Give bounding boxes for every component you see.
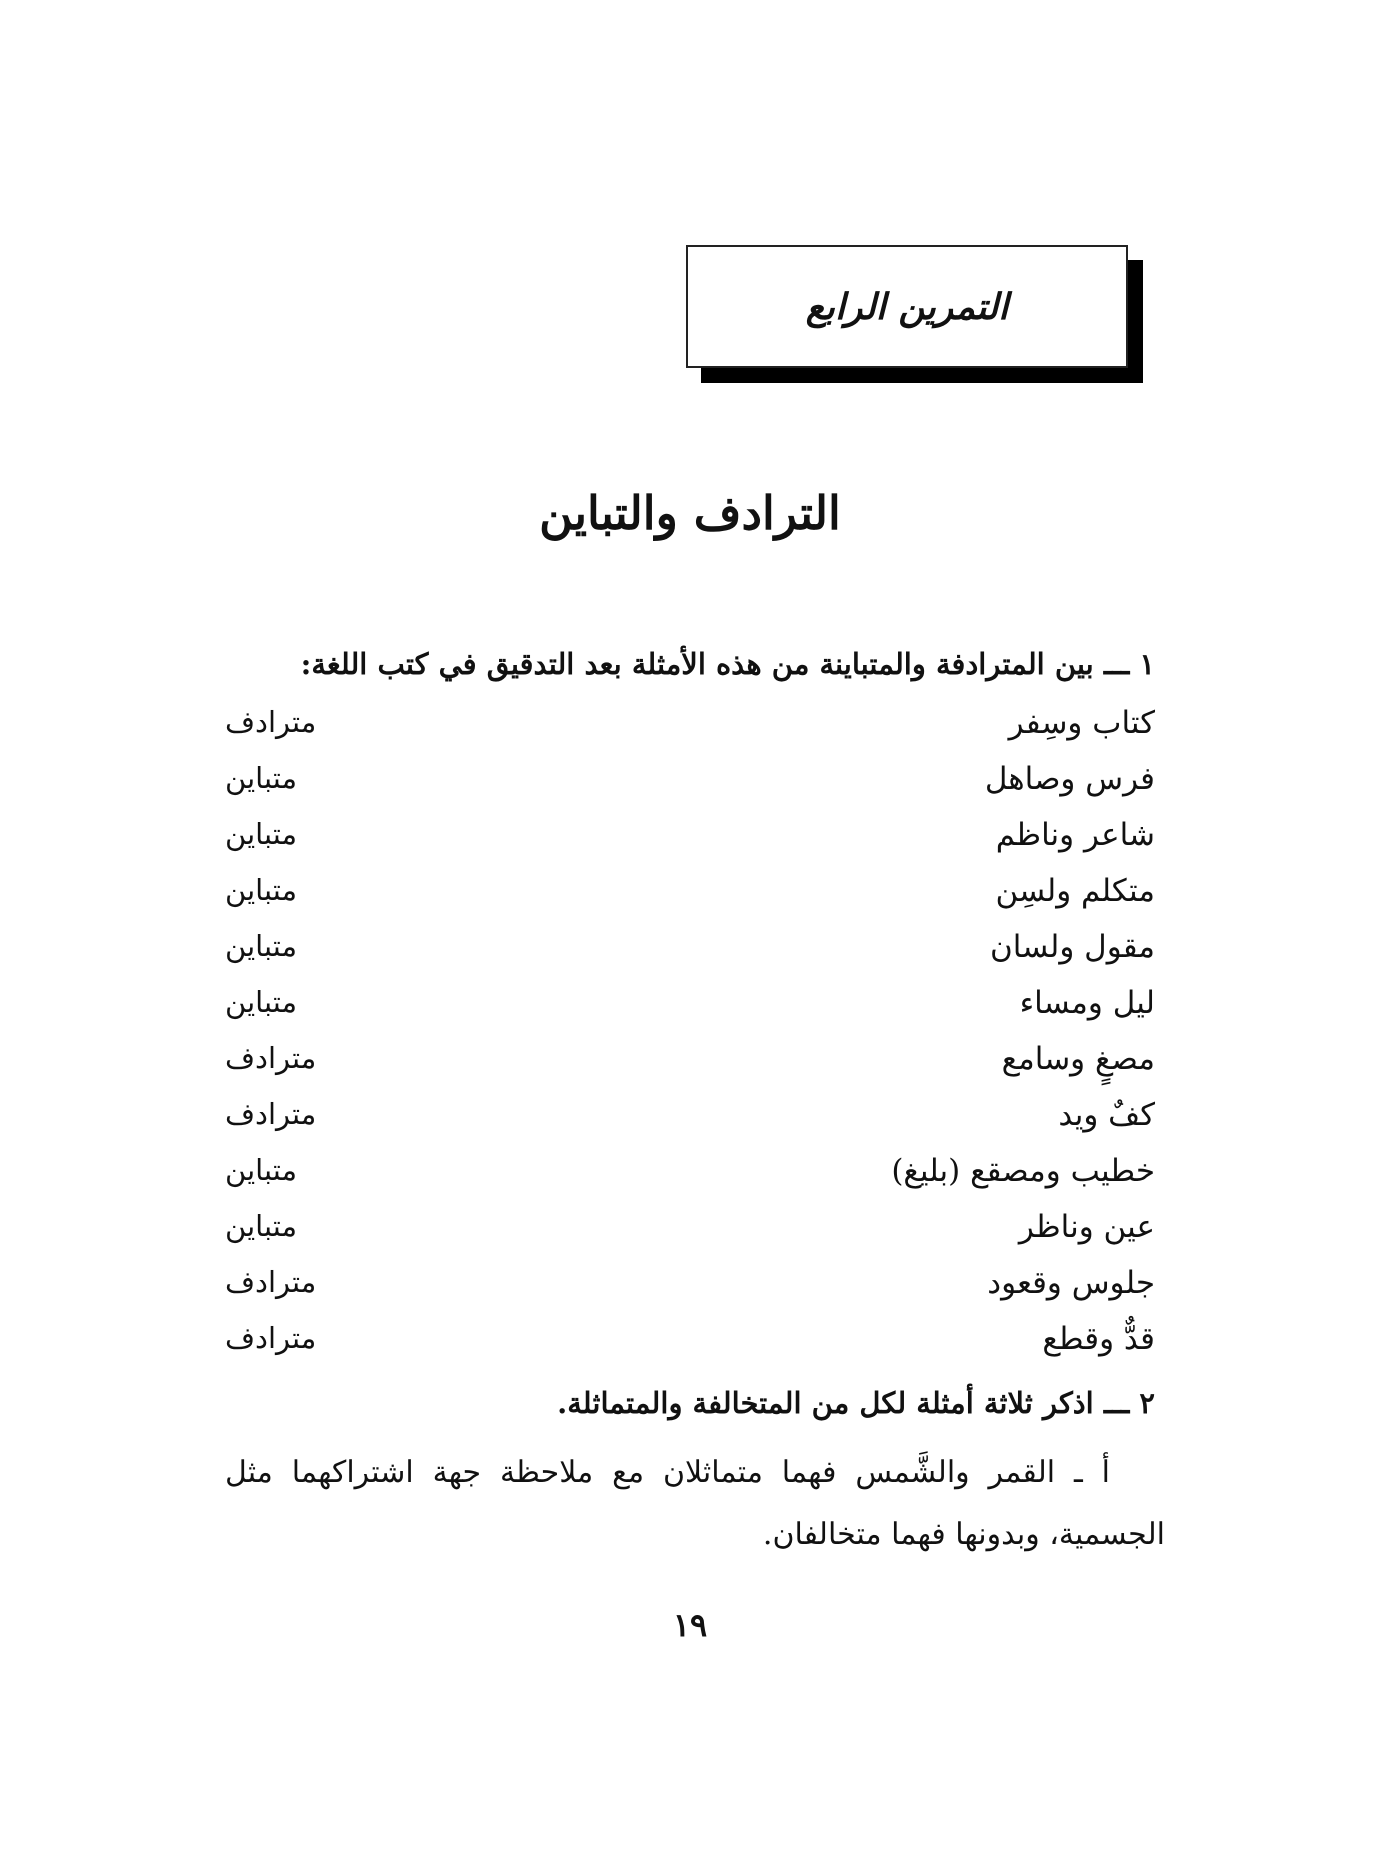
pair-classification: مترادف: [225, 1321, 317, 1355]
pair-classification: مترادف: [225, 705, 317, 739]
exercise-label-box: [686, 245, 1128, 368]
pair-row: [225, 1153, 1155, 1201]
pair-row: [225, 929, 1155, 977]
exercise-label: التمرين الرابع: [805, 285, 1009, 328]
pair-classification: متباين: [225, 761, 298, 795]
pair-classification: مترادف: [225, 1097, 317, 1131]
pair-row: [225, 985, 1155, 1033]
pair-term: جلوس وقعود: [987, 1265, 1155, 1301]
pair-term: خطيب ومصقع (بليغ): [891, 1153, 1155, 1189]
pair-classification: متباين: [225, 929, 298, 963]
page-number: ١٩: [672, 1606, 708, 1644]
pair-row: [225, 1041, 1155, 1089]
pair-classification: متباين: [225, 873, 298, 907]
pair-classification: مترادف: [225, 1041, 317, 1075]
pair-term: قدٌّ وقطع: [1042, 1321, 1155, 1357]
pair-classification: متباين: [225, 1209, 298, 1243]
page-title: الترادف والتباين: [539, 486, 841, 540]
pair-classification: متباين: [225, 1153, 298, 1187]
pair-term: متكلم ولسِن: [995, 873, 1155, 909]
pair-term: كتاب وسِفر: [1008, 705, 1155, 741]
pair-term: مصغٍ وسامع: [1001, 1041, 1155, 1077]
answer-a: أ ـ القمر والشَّمس فهما متماثلان مع ملاحظة جهة اشتراكهما مثل الجسمية، وبدونها فهما متخالفان.: [225, 1455, 1165, 1552]
pair-row: [225, 1321, 1155, 1369]
pair-term: فرس وصاهل: [984, 761, 1155, 797]
pair-term: عين وناظر: [1018, 1209, 1155, 1245]
pair-classification: مترادف: [225, 1265, 317, 1299]
pair-row: [225, 873, 1155, 921]
pair-classification: متباين: [225, 985, 298, 1019]
pair-row: [225, 705, 1155, 753]
pair-row: [225, 1265, 1155, 1313]
pair-term: ليل ومساء: [1019, 985, 1155, 1021]
pair-row: [225, 761, 1155, 809]
question-2: ٢ ـــ اذكر ثلاثة أمثلة لكل من المتخالفة والمتماثلة.: [557, 1386, 1155, 1420]
pair-classification: متباين: [225, 817, 298, 851]
question-1: ١ ـــ بين المترادفة والمتباينة من هذه الأمثلة بعد التدقيق في كتب اللغة:: [300, 647, 1155, 681]
pair-term: مقول ولسان: [990, 929, 1155, 965]
pair-row: [225, 1209, 1155, 1257]
pair-row: [225, 817, 1155, 865]
pair-row: [225, 1097, 1155, 1145]
pair-term: كفٌ ويد: [1058, 1097, 1155, 1133]
pair-term: شاعر وناظم: [995, 817, 1155, 853]
